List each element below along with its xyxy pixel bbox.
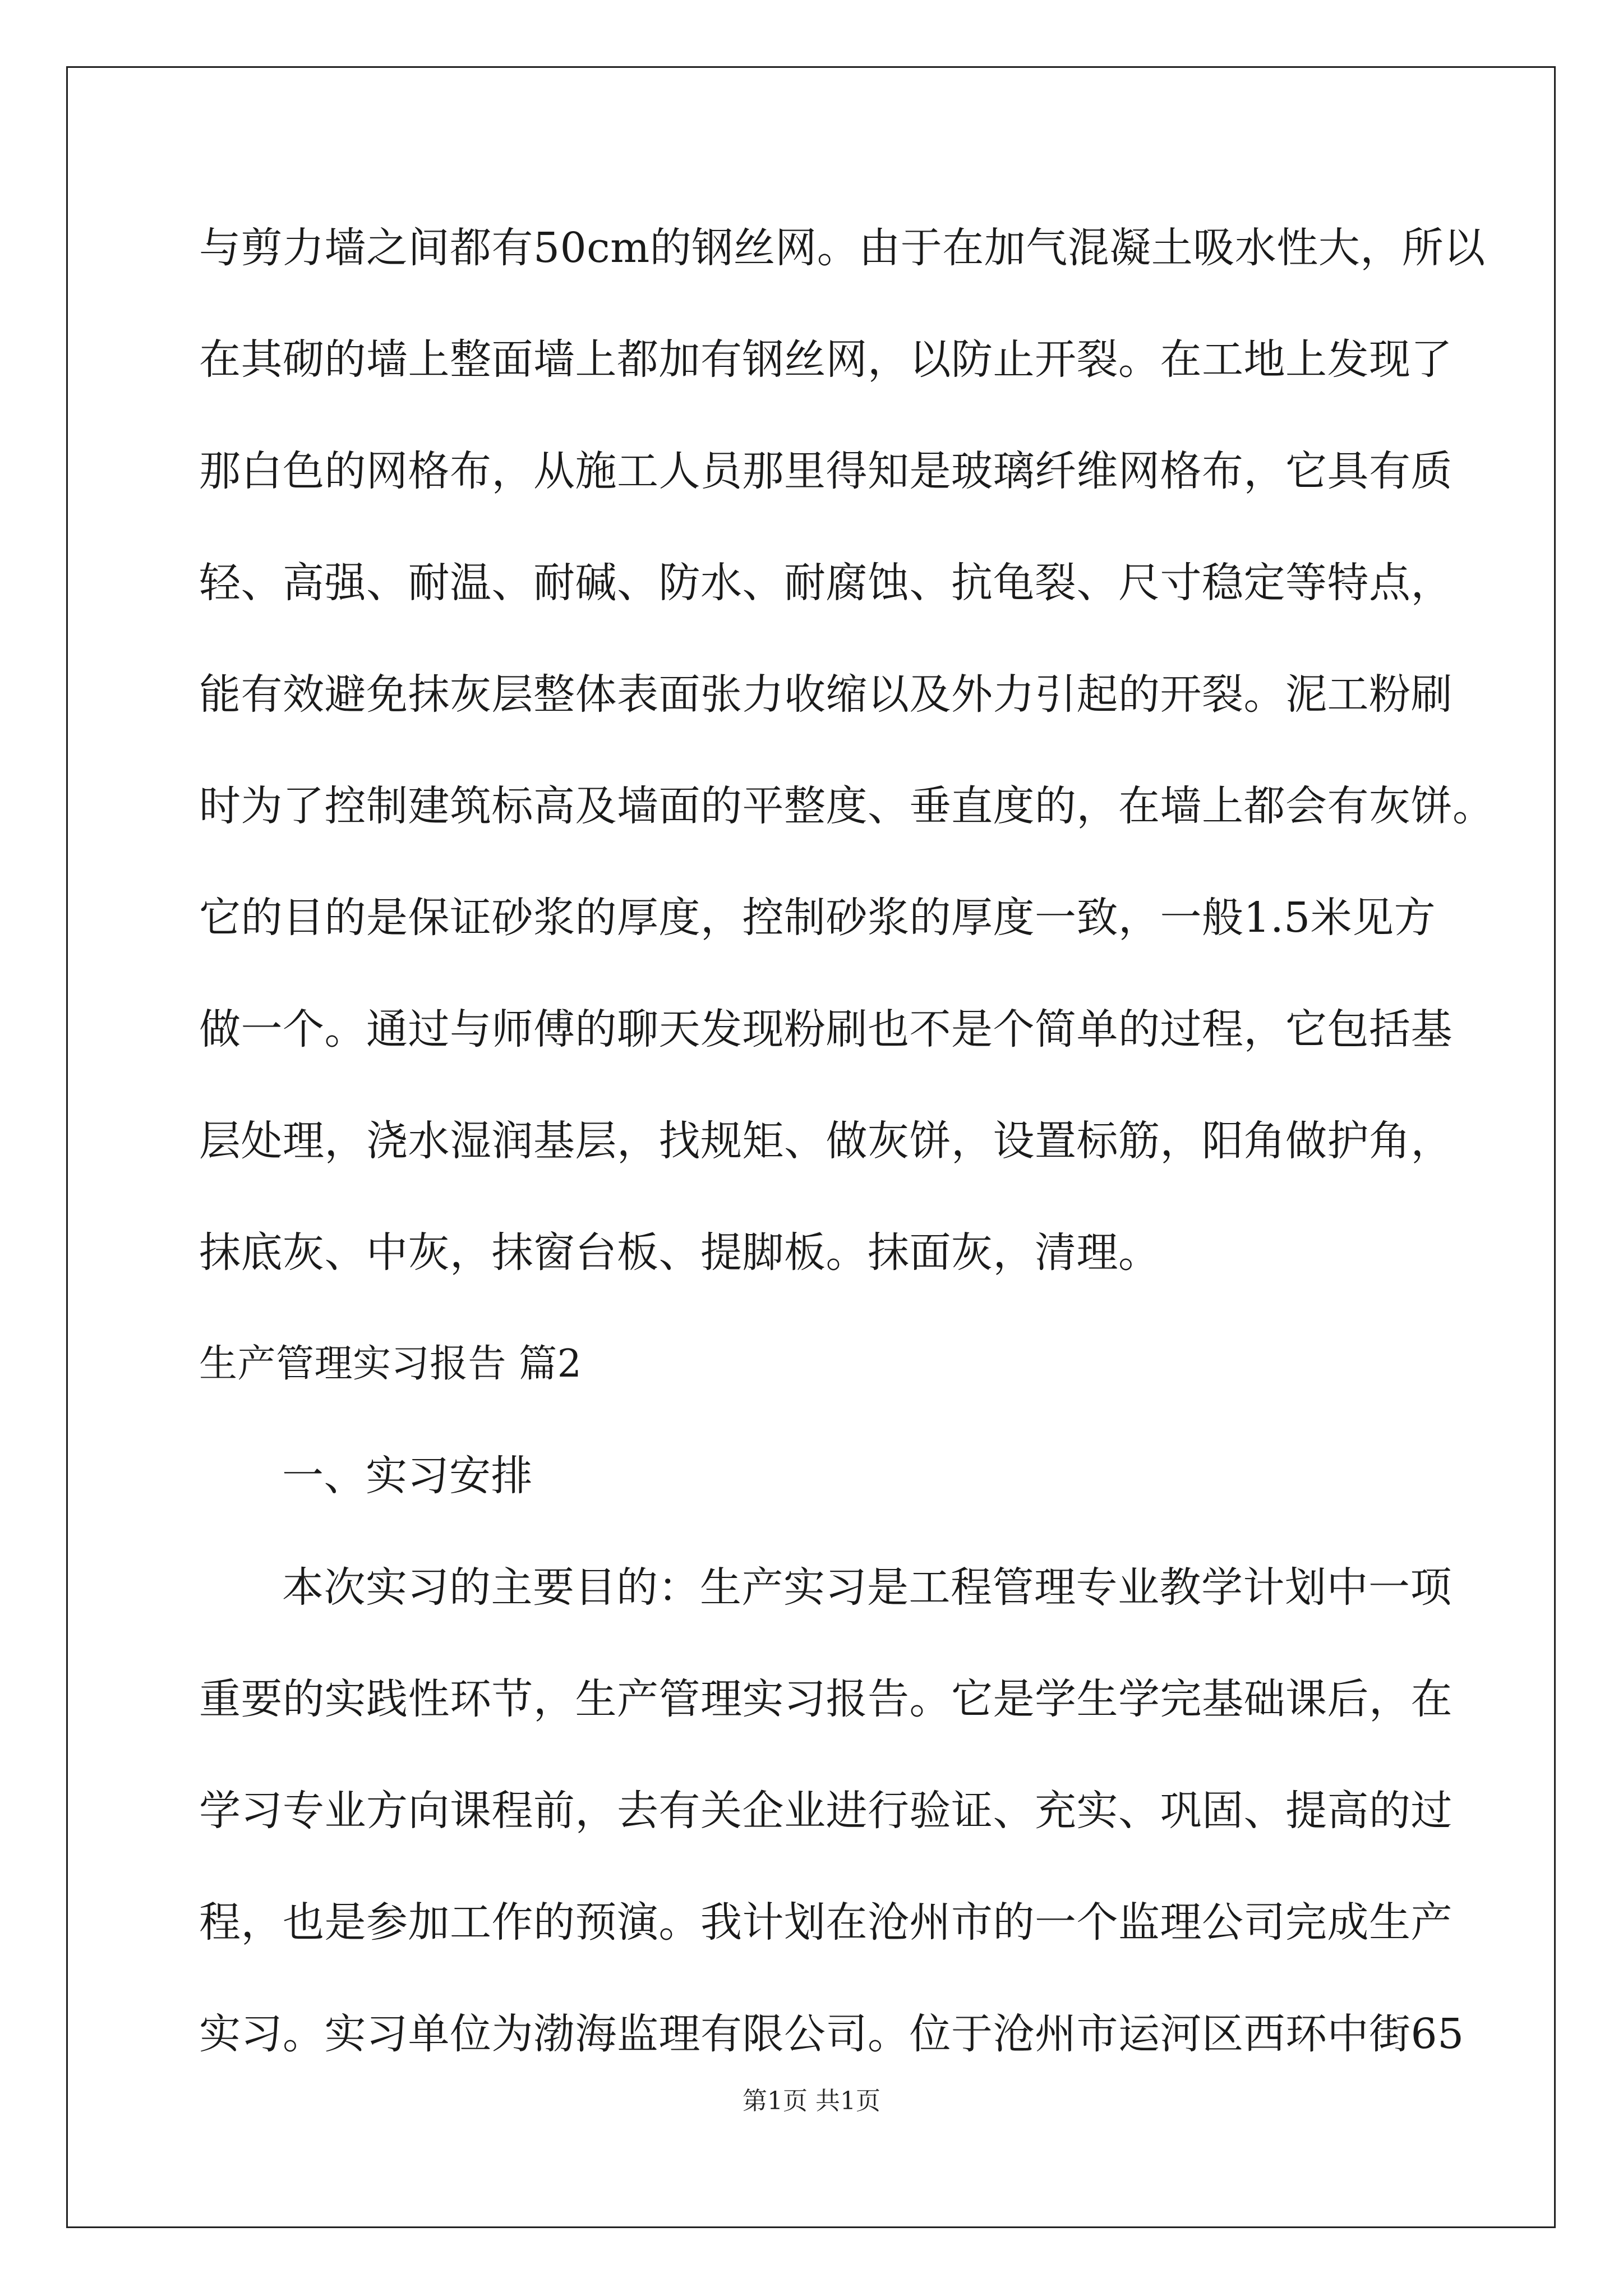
- paragraph-line: 实习。实习单位为渤海监理有限公司。位于沧州市运河区西环中街65: [199, 2010, 1464, 2058]
- paragraph-line: 在其砌的墙上整面墙上都加有钢丝网，以防止开裂。在工地上发现了: [199, 335, 1453, 384]
- paragraph-line: 程，也是参加工作的预演。我计划在沧州市的一个监理公司完成生产: [199, 1898, 1453, 1947]
- paragraph-line: 抹底灰、中灰，抹窗台板、提脚板。抹面灰，清理。: [199, 1228, 1160, 1277]
- paragraph-line: 能有效避免抹灰层整体表面张力收缩以及外力引起的开裂。泥工粉刷: [199, 670, 1453, 719]
- subsection-heading: 一、实习安排: [282, 1452, 533, 1500]
- paragraph-line: 那白色的网格布，从施工人员那里得知是玻璃纤维网格布，它具有质: [199, 447, 1453, 495]
- paragraph-line: 本次实习的主要目的：生产实习是工程管理专业教学计划中一项: [282, 1563, 1452, 1612]
- page-footer: 第1页 共1页: [743, 2087, 880, 2115]
- paragraph-line: 它的目的是保证砂浆的厚度，控制砂浆的厚度一致，一般1.5米见方: [199, 894, 1436, 942]
- paragraph-line: 轻、高强、耐温、耐碱、防水、耐腐蚀、抗龟裂、尺寸稳定等特点，: [199, 559, 1453, 607]
- section-heading: 生产管理实习报告 篇2: [199, 1342, 582, 1386]
- paragraph-line: 重要的实践性环节，生产管理实习报告。它是学生学完基础课后，在: [199, 1675, 1453, 1723]
- paragraph-line: 与剪力墙之间都有50cm的钢丝网。由于在加气混凝土吸水性大，所以: [199, 224, 1486, 272]
- paragraph-line: 做一个。通过与师傅的聊天发现粉刷也不是个简单的过程，它包括基: [199, 1005, 1453, 1053]
- document-body: [199, 213, 1495, 2111]
- paragraph-line: 时为了控制建筑标高及墙面的平整度、垂直度的，在墙上都会有灰饼。: [199, 782, 1495, 830]
- paragraph-line: 层处理，浇水湿润基层，找规矩、做灰饼，设置标筋，阳角做护角，: [199, 1117, 1453, 1165]
- paragraph-line: 学习专业方向课程前，去有关企业进行验证、充实、巩固、提高的过: [199, 1787, 1453, 1835]
